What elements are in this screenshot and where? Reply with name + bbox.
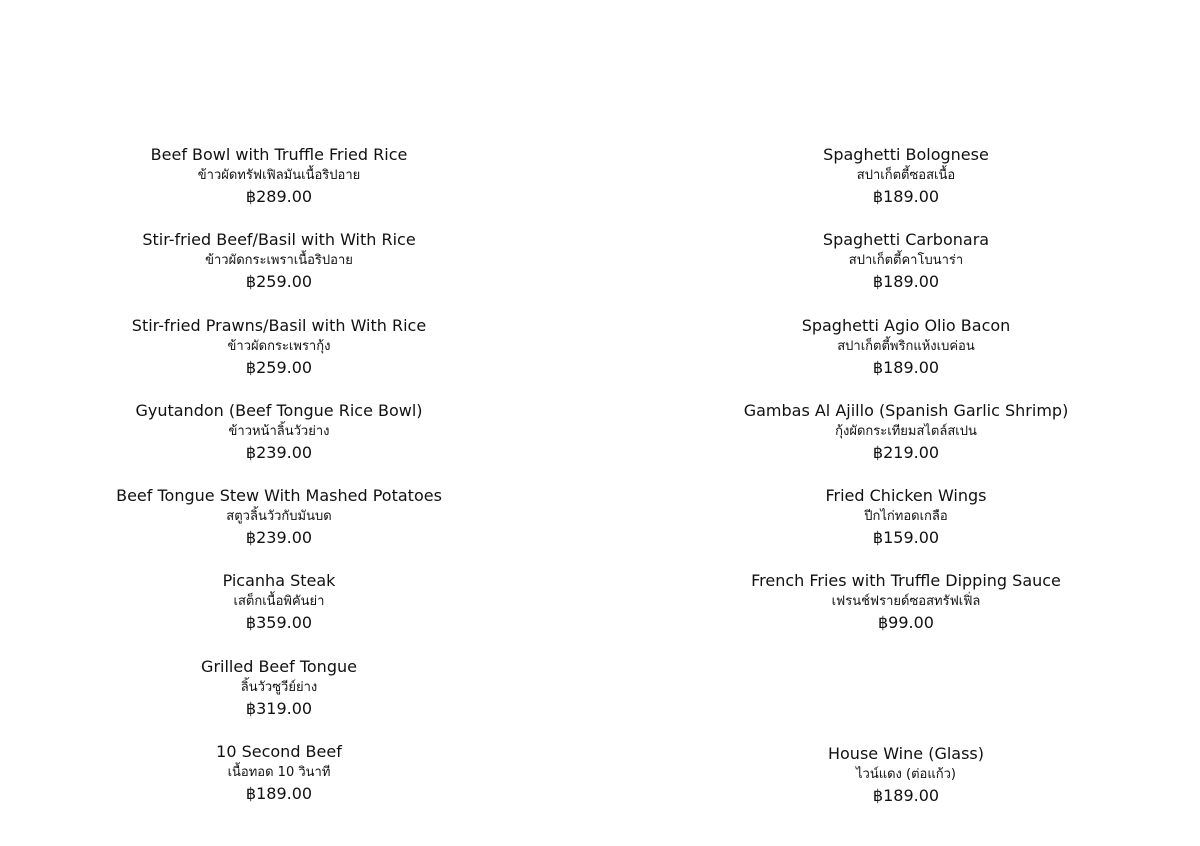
- dish-thai-name: สตูวลิ้นวัวกับมันบด: [226, 509, 332, 524]
- dish-name: Gambas Al Ajillo (Spanish Garlic Shrimp): [743, 401, 1069, 420]
- dish-price: ฿189.00: [872, 187, 940, 206]
- menu-item: [19, 145, 539, 207]
- dish-price: ฿189.00: [872, 786, 940, 805]
- menu-item: [646, 230, 1166, 292]
- dish-price: ฿159.00: [872, 528, 940, 547]
- dish-thai-name: กุ้งผัดกระเทียมสไตล์สเปน: [835, 424, 977, 439]
- dish-price: ฿239.00: [245, 528, 313, 547]
- dish-price: ฿189.00: [872, 358, 940, 377]
- dish-name: Beef Bowl with Truffle Fried Rice: [150, 145, 408, 164]
- dish-name: Spaghetti Agio Olio Bacon: [801, 316, 1011, 335]
- dish-thai-name: สปาเก็ตตี้พริกแห้งเบค่อน: [837, 339, 975, 354]
- menu-item: [646, 316, 1166, 378]
- dish-name: Beef Tongue Stew With Mashed Potatoes: [116, 486, 442, 505]
- dish-thai-name: สปาเก็ตตี้คาโบนาร่า: [848, 253, 964, 268]
- dish-name: Stir-fried Beef/Basil with With Rice: [142, 230, 416, 249]
- menu-item: [19, 486, 539, 548]
- dish-thai-name: ข้าวผัดทรัฟเฟิลมันเนื้อริปอาย: [197, 168, 361, 183]
- dish-price: ฿319.00: [245, 699, 313, 718]
- menu-item: [19, 230, 539, 292]
- dish-thai-name: ไวน์แดง (ต่อแก้ว): [856, 767, 956, 782]
- dish-price: ฿189.00: [872, 272, 940, 291]
- dish-thai-name: ข้าวหน้าลิ้นวัวย่าง: [228, 424, 330, 439]
- dish-thai-name: ข้าวผัดกระเพราเนื้อริปอาย: [205, 253, 353, 268]
- dish-price: ฿239.00: [245, 443, 313, 462]
- dish-price: ฿259.00: [245, 358, 313, 377]
- dish-name: Grilled Beef Tongue: [201, 657, 357, 676]
- menu-item: [19, 657, 539, 719]
- menu-item: [646, 401, 1166, 463]
- dish-price: ฿219.00: [872, 443, 940, 462]
- dish-thai-name: เนื้อทอด 10 วินาที: [227, 765, 331, 780]
- dish-thai-name: ปีกไก่ทอดเกลือ: [864, 509, 948, 524]
- menu-item: [646, 744, 1166, 806]
- dish-thai-name: เสต็กเนื้อพิคันย่า: [233, 594, 325, 609]
- menu-item: [19, 571, 539, 633]
- dish-name: 10 Second Beef: [216, 742, 342, 761]
- dish-price: ฿359.00: [245, 613, 313, 632]
- menu-item: [646, 486, 1166, 548]
- dish-name: Gyutandon (Beef Tongue Rice Bowl): [135, 401, 423, 420]
- dish-name: French Fries with Truffle Dipping Sauce: [751, 571, 1061, 590]
- menu-item: [19, 401, 539, 463]
- dish-name: Spaghetti Carbonara: [822, 230, 990, 249]
- dish-price: ฿289.00: [245, 187, 313, 206]
- menu-item: [19, 316, 539, 378]
- dish-thai-name: ข้าวผัดกระเพรากุ้ง: [227, 339, 331, 354]
- dish-name: Spaghetti Bolognese: [823, 145, 989, 164]
- dish-name: House Wine (Glass): [827, 744, 984, 763]
- dish-name: Stir-fried Prawns/Basil with With Rice: [131, 316, 427, 335]
- menu-item: [19, 742, 539, 804]
- menu-item: [646, 571, 1166, 633]
- dish-thai-name: เฟรนช์ฟรายด์ซอสทรัฟเฟิ่ล: [831, 594, 981, 609]
- dish-name: Picanha Steak: [222, 571, 336, 590]
- dish-thai-name: สปาเก็ตตี้ซอสเนื้อ: [856, 168, 956, 183]
- dish-price: ฿189.00: [245, 784, 313, 803]
- dish-name: Fried Chicken Wings: [825, 486, 987, 505]
- dish-price: ฿99.00: [878, 613, 934, 632]
- menu-item: [646, 145, 1166, 207]
- dish-price: ฿259.00: [245, 272, 313, 291]
- dish-thai-name: ลิ้นวัวซูวีย์ย่าง: [240, 680, 318, 695]
